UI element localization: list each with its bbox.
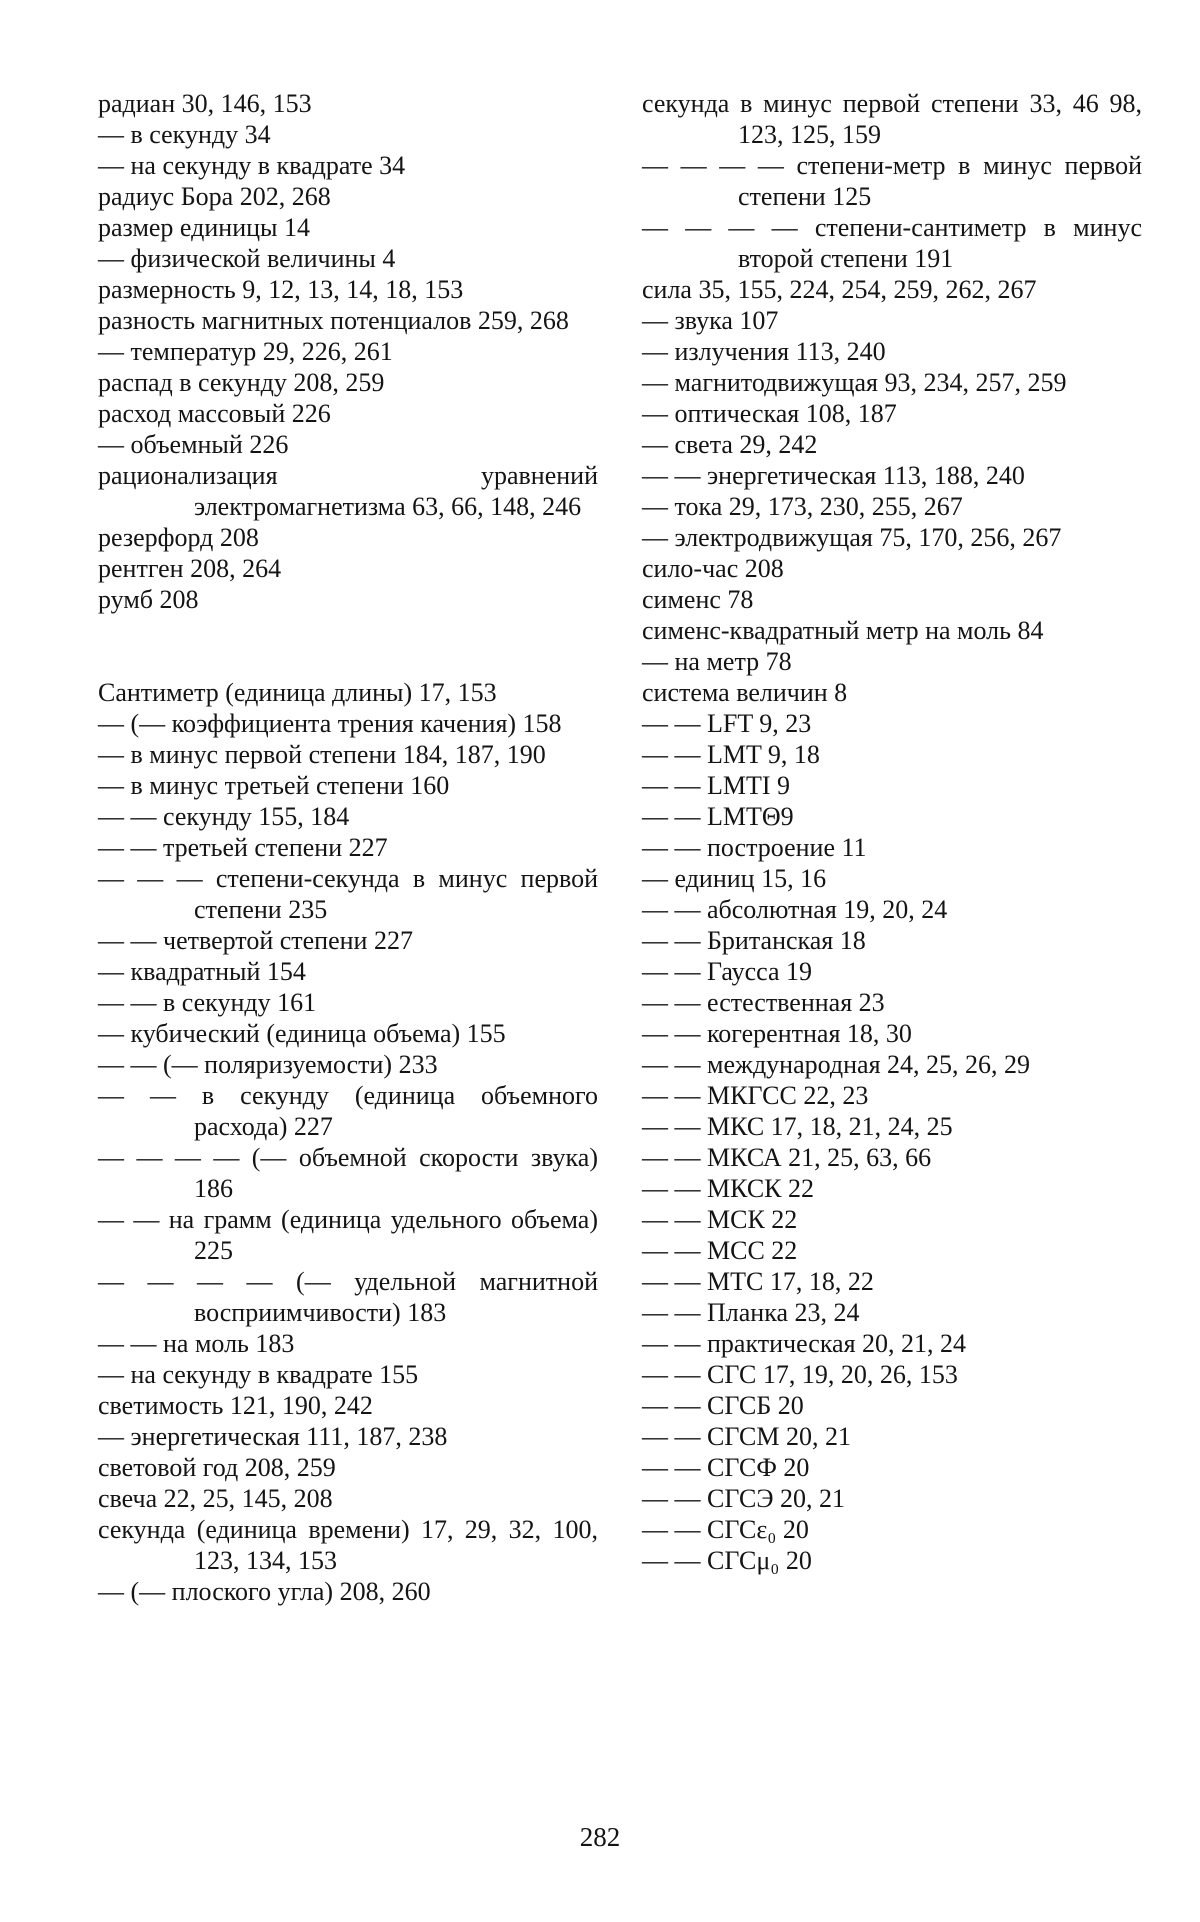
index-entry: — — LMT 9, 18 <box>642 740 820 769</box>
index-entry: — — LMTΘ9 <box>642 802 794 831</box>
index-entry: разность магнитных потенциалов 259, 268 <box>98 306 569 335</box>
index-entry: — — Планка 23, 24 <box>642 1298 860 1327</box>
index-entry: — оптическая 108, 187 <box>642 399 897 428</box>
index-entry: — температур 29, 226, 261 <box>98 337 393 366</box>
index-entry: — электродвижущая 75, 170, 256, 267 <box>642 523 1062 552</box>
index-entry: — света 29, 242 <box>642 430 818 459</box>
index-entry: — в секунду 34 <box>98 120 271 149</box>
index-entry: — — Гаусса 19 <box>642 957 813 986</box>
index-entry: — — построение 11 <box>642 833 867 862</box>
index-entry: — тока 29, 173, 230, 255, 267 <box>642 492 963 521</box>
index-entry: — — в секунду 161 <box>98 988 317 1017</box>
index-entry: — — МКС 17, 18, 21, 24, 25 <box>642 1112 953 1141</box>
index-entry: свеча 22, 25, 145, 208 <box>98 1484 333 1513</box>
index-entry: — звука 107 <box>642 306 779 335</box>
index-entry: — на секунду в квадрате 155 <box>98 1360 419 1389</box>
index-entry: — — секунду 155, 184 <box>98 802 350 831</box>
page-number: 282 <box>579 1822 621 1852</box>
index-entry: — — МКСК 22 <box>642 1174 814 1203</box>
index-entry: рентген 208, 264 <box>98 554 282 583</box>
section-gap <box>98 615 598 677</box>
index-entry: — на метр 78 <box>642 647 792 676</box>
index-entry: система величин 8 <box>642 678 848 707</box>
index-entry: — — абсолютная 19, 20, 24 <box>642 895 948 924</box>
index-entry: — — на грамм (единица удельного объема) 225 <box>98 1205 598 1265</box>
index-entry: — — МКСА 21, 25, 63, 66 <box>642 1143 932 1172</box>
index-entry: сименс-квадратный метр на моль 84 <box>642 616 1044 645</box>
index-entry: — (— плоского угла) 208, 260 <box>98 1577 431 1606</box>
index-entry: радиус Бора 202, 268 <box>98 182 331 211</box>
index-entry: — — естественная 23 <box>642 988 885 1017</box>
index-entry: румб 208 <box>98 585 199 614</box>
index-entry: — (— коэффициента трения качения) 158 <box>98 709 562 738</box>
index-entry: — — — — степени-метр в минус первой степени 125 <box>642 151 1142 211</box>
index-entry: — — в секунду (единица объемного расхода) 227 <box>98 1081 598 1141</box>
index-entry: — — СГСМ 20, 21 <box>642 1422 851 1451</box>
index-entry: — — СГСε₀ 20 <box>642 1515 809 1544</box>
index-entry: — излучения 113, 240 <box>642 337 886 366</box>
index-entry: — единиц 15, 16 <box>642 864 827 893</box>
index-entry: — на секунду в квадрате 34 <box>98 151 406 180</box>
index-entry: — — — степени-секунда в минус первой степени 235 <box>98 864 598 924</box>
index-entry: радиан 30, 146, 153 <box>98 89 312 118</box>
index-entry: — — четвертой степени 227 <box>98 926 413 955</box>
index-entry: — — на моль 183 <box>98 1329 295 1358</box>
index-entry: — в минус первой степени 184, 187, 190 <box>98 740 546 769</box>
index-entry: — — СГСБ 20 <box>642 1391 804 1420</box>
index-entry: Сантиметр (единица длины) 17, 153 <box>98 678 497 707</box>
index-entry: — — (— поляризуемости) 233 <box>98 1050 438 1079</box>
index-entry: размер единицы 14 <box>98 213 310 242</box>
index-entry: — квадратный 154 <box>98 957 306 986</box>
index-entry: секунда (единица времени) 17, 29, 32, 100, 123, 134, 153 <box>98 1515 598 1575</box>
index-entry: — — LMTI 9 <box>642 771 791 800</box>
index-entry: размерность 9, 12, 13, 14, 18, 153 <box>98 275 464 304</box>
index-entry: — — международная 24, 25, 26, 29 <box>642 1050 1031 1079</box>
index-entry: — магнитодвижущая 93, 234, 257, 259 <box>642 368 1067 397</box>
index-entry: — — СГСμ₀ 20 <box>642 1546 812 1575</box>
index-entry: — физической величины 4 <box>98 244 396 273</box>
index-entry: — — практическая 20, 21, 24 <box>642 1329 967 1358</box>
index-entry: светимость 121, 190, 242 <box>98 1391 373 1420</box>
index-entry: сименс 78 <box>642 585 754 614</box>
index-entry: — — МТС 17, 18, 22 <box>642 1267 874 1296</box>
index-entry: — кубический (единица объема) 155 <box>98 1019 506 1048</box>
index-entry: — — МСК 22 <box>642 1205 798 1234</box>
index-entry: — — энергетическая 113, 188, 240 <box>642 461 1025 490</box>
index-entry: распад в секунду 208, 259 <box>98 368 385 397</box>
index-entry: сило-час 208 <box>642 554 784 583</box>
index-column-right <box>642 88 1142 1576</box>
index-entry: — — СГС 17, 19, 20, 26, 153 <box>642 1360 958 1389</box>
index-entry: — — СГСЭ 20, 21 <box>642 1484 846 1513</box>
index-entry: — — — — (— удельной магнитной восприимчивости) 183 <box>98 1267 598 1327</box>
index-entry: — объемный 226 <box>98 430 289 459</box>
index-entry: — — Британская 18 <box>642 926 866 955</box>
index-entry: — — МКГСС 22, 23 <box>642 1081 869 1110</box>
index-column-left <box>98 88 598 1607</box>
index-entry: — — МСС 22 <box>642 1236 798 1265</box>
index-entry: световой год 208, 259 <box>98 1453 336 1482</box>
index-entry: — в минус третьей степени 160 <box>98 771 450 800</box>
index-entry: секунда в минус первой степени 33, 46 98, 123, 125, 159 <box>642 89 1142 149</box>
index-entry: — — когерентная 18, 30 <box>642 1019 912 1048</box>
index-entry: — — СГСФ 20 <box>642 1453 810 1482</box>
index-entry: рационализация уравнений электромагнетизма 63, 66, 148, 246 <box>98 461 598 521</box>
index-entry: резерфорд 208 <box>98 523 259 552</box>
index-entry: расход массовый 226 <box>98 399 331 428</box>
index-entry: — — — — степени-сантиметр в минус второй степени 191 <box>642 213 1142 273</box>
index-entry: — — третьей степени 227 <box>98 833 388 862</box>
index-entry: — энергетическая 111, 187, 238 <box>98 1422 448 1451</box>
index-entry: сила 35, 155, 224, 254, 259, 262, 267 <box>642 275 1037 304</box>
index-entry: — — LFT 9, 23 <box>642 709 812 738</box>
index-entry: — — — — (— объемной скорости звука) 186 <box>98 1143 598 1203</box>
